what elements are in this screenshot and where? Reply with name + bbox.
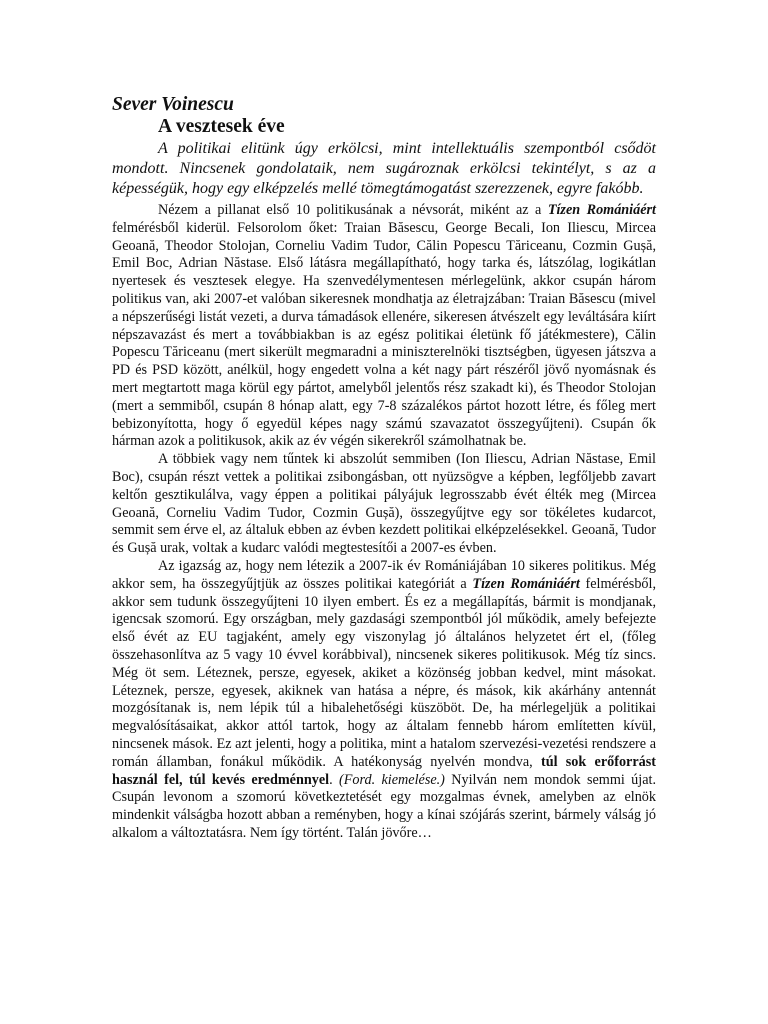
article-title: A vesztesek éve bbox=[158, 116, 285, 137]
paragraph-3 bbox=[112, 558, 656, 843]
translator-note: (Ford. kiemelése.) bbox=[339, 771, 445, 788]
article bbox=[112, 94, 656, 843]
paragraph-1-text-a: Nézem a pillanat első 10 politikusának a névsorát, miként az a bbox=[158, 202, 548, 218]
author-name: Sever Voinescu bbox=[112, 94, 234, 115]
paragraph-1-text-b: felmérésből kiderül. Felsorolom őket: Traian Băsescu, George Becali, Ion Iliescu, Mircea Geoană, Theodor Stolojan, Corneliu Vadim Tudor, Călin Popescu Tăriceanu, Cozmin Gușă, Emil Boc, Adrian Năstase. Első látásra megállapítható, hogy tarka és, látszólag, logikátlan nyertesek és vesztesek elegye. Ha szenvedélymentesen mérlegelünk, akkor csupán három politikus van, aki 2007-et valóban sikeresnek mondhatja az életrajzában: Traian Băsescu (mivel a népszerűségi listát vezeti, a durva támadások ellenére, sikeresen átvészelt egy leváltására kiírt népszavazást és mert a továbbiakban is az egész politikai életünk fő játékmestere), Călin Popescu Tăriceanu (mert sikerült megmaradni a miniszterelnöki tisztségben, ügyesen játszva a PD és PSD között, anélkül, hogy engedett volna a két nagy párt részéről jövő nyomásnak és mert megtartott maga körül egy pártot, amelyből jelentős rész szakadt ki), és Theodor Stolojan (mert a semmiből, csupán 8 hónap alatt, egy 7-8 százalékos pártot hozott létre, és főleg mert bebizonyította, hogy ő egyedül képes nagy számú szavazatot összegyűjteni). Csupán ők hárman azok a politikusok, akik az év végén sikerekről számolhatnak be. bbox=[112, 219, 656, 450]
paragraph-3-text-b: felmérésből, akkor sem tudunk összegyűjteni 10 ilyen embert. És ez a megállapítás, bármit is mondjanak, igencsak szomorú. Egy országban, mely gazdasági szempontból jól működik, amely befejezte első évét az EU tagjaként, amely egy viszonylag jó általános helyzetet ért el, (főleg összehasonlítva az 5 vagy 10 évvel korábbival), nincsenek sikeres politikusok. Még tíz sincs. Még öt sem. Léteznek, persze, egyesek, akiket a közönség jobban kedvel, mint másokat. Léteznek, persze, egyesek, akiknek van hatása a népre, és mások, kik akárhány antennát mozgósítanak is, nem lépik túl a hibalehetőségi küszöböt. De, ha mérlegeljük a politikai megvalósításaikat, akkor attól tartok, hogy az általam fennebb három említetten kívül, nincsenek mások. Ez azt jelenti, hogy a politika, mint a hatalom szervezési-vezetési rendszere a román államban, fonákul működik. A hatékonyság nyelvén mondva, bbox=[112, 575, 656, 770]
survey-name: Tízen Romániáért bbox=[472, 575, 580, 592]
survey-name: Tízen Romániáért bbox=[547, 202, 656, 218]
paragraph-3-text-d: Nyilván nem mondok semmi újat. Csupán levonom a szomorú következtetését egy mozgalmas évnek, amelyben az elnök mindenkit válságba hozott abban a reményben, hogy a kínai szójárás szerint, bármely válság jó alkalom a változtatásra. Nem így történt. Talán jövőre… bbox=[112, 771, 657, 841]
paragraph-1 bbox=[112, 202, 656, 451]
paragraph-3-text-c: . bbox=[329, 771, 340, 788]
article-lead: A politikai elitünk úgy erkölcsi, mint intellektuális szempontból csődöt mondott. Nincsenek gondolataik, nem sugároznak erkölcsi tekintélyt, s az a képességük, hogy egy elképzelés mellé tömegtámogatást szerezzenek, egyre fakóbb. bbox=[112, 140, 656, 197]
paragraph-3-text-a: Az igazság az, hogy nem létezik a 2007-ik év Romániájában 10 sikeres politikus. Még akkor sem, ha összegyűjtjük az összes politikai kategóriát a bbox=[112, 557, 656, 592]
emphasis-text: túl sok erőforrást használ fel, túl kevés eredménnyel bbox=[112, 753, 656, 788]
paragraph-2: A többiek vagy nem tűntek ki abszolút semmiben (Ion Iliescu, Adrian Năstase, Emil Boc), csupán részt vettek a politikai zsibongásban, ott nyüzsögve a képben, legfőljebb zavart keltőn gesztikulálva, vagy éppen a politikai pályájuk legrosszabb évét élték meg (Mircea Geoană, Corneliu Vadim Tudor, Cozmin Gușă), összegyűjtve egy sor tökéletes kudarcot, semmit sem érve el, az általuk ebben az évben kezdett politikai elképzelésekkel. Geoană, Tudor és Gușă urak, voltak a kudarc valódi megtestesítői a 2007-es évben. bbox=[112, 451, 656, 557]
